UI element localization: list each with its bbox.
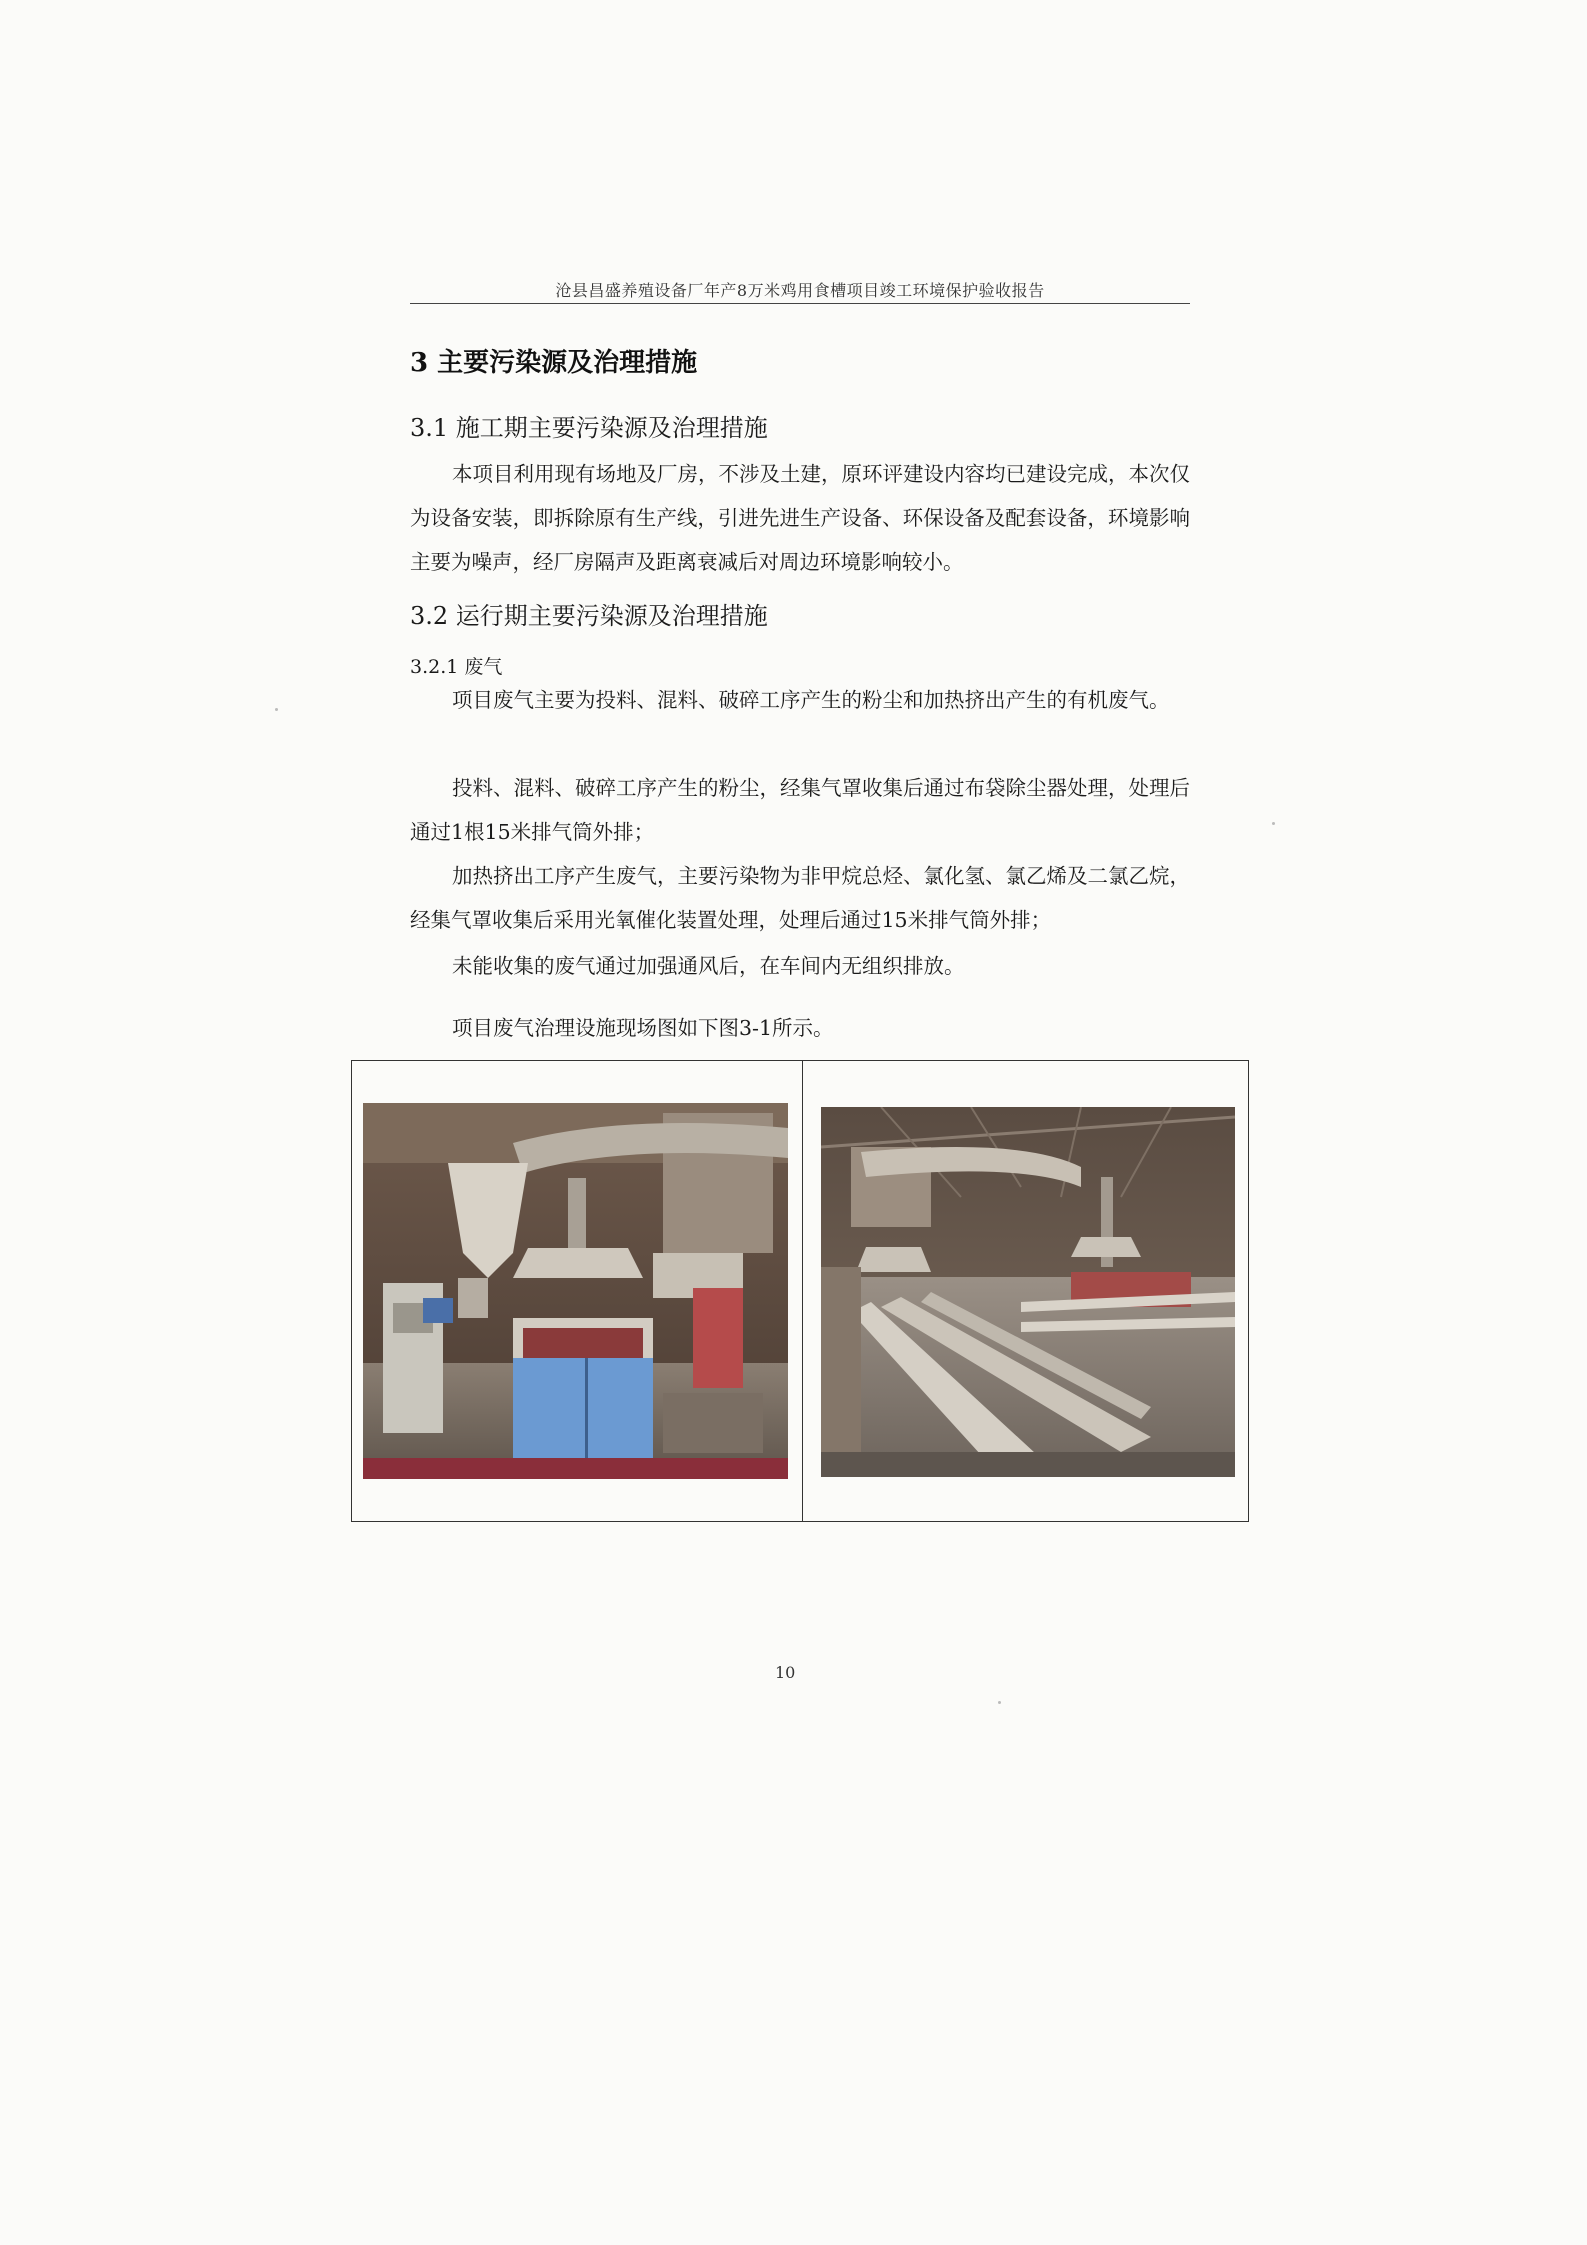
section-3-1-paragraph: 本项目利用现有场地及厂房，不涉及土建，原环评建设内容均已建设完成，本次仅为设备安装，即拆除原有生产线，引进先进生产设备、环保设备及配套设备，环境影响主要为噪声，经厂房隔声及距离衰减后对周边环境影响较小。 — [410, 462, 1190, 574]
running-header: 沧县昌盛养殖设备厂年产8万米鸡用食槽项目竣工环境保护验收报告 — [555, 281, 1045, 300]
section-3-2-title: 3.2 运行期主要污染源及治理措施 — [410, 602, 768, 630]
scan-speck — [275, 708, 278, 711]
chapter-title: 3 主要污染源及治理措施 — [410, 348, 698, 378]
extruder-hood-photo — [363, 1103, 788, 1479]
subsection-3-2-1-title: 3.2.1 废气 — [410, 656, 503, 678]
figure-3-1-frame — [351, 1060, 1249, 1522]
waste-gas-paragraph-1: 项目废气主要为投料、混料、破碎工序产生的粉尘和加热挤出产生的有机废气。 — [452, 688, 1170, 712]
figure-divider — [802, 1061, 803, 1521]
scan-speck — [1272, 822, 1275, 825]
page-number: 10 — [775, 1663, 796, 1682]
section-3-1-title: 3.1 施工期主要污染源及治理措施 — [410, 414, 768, 442]
waste-gas-paragraph-3: 加热挤出工序产生废气，主要污染物为非甲烷总烃、氯化氢、氯乙烯及二氯乙烷，经集气罩收集后采用光氧催化装置处理，处理后通过15米排气筒外排； — [410, 864, 1190, 932]
production-line-hood-photo — [821, 1107, 1235, 1477]
waste-gas-paragraph-2: 投料、混料、破碎工序产生的粉尘，经集气罩收集后通过布袋除尘器处理，处理后通过1根15米排气筒外排； — [410, 776, 1190, 844]
waste-gas-paragraph-5: 项目废气治理设施现场图如下图3-1所示。 — [452, 1016, 834, 1040]
scan-speck — [998, 1701, 1001, 1704]
waste-gas-paragraph-4: 未能收集的废气通过加强通风后，在车间内无组织排放。 — [452, 954, 965, 978]
header-rule — [410, 303, 1190, 304]
